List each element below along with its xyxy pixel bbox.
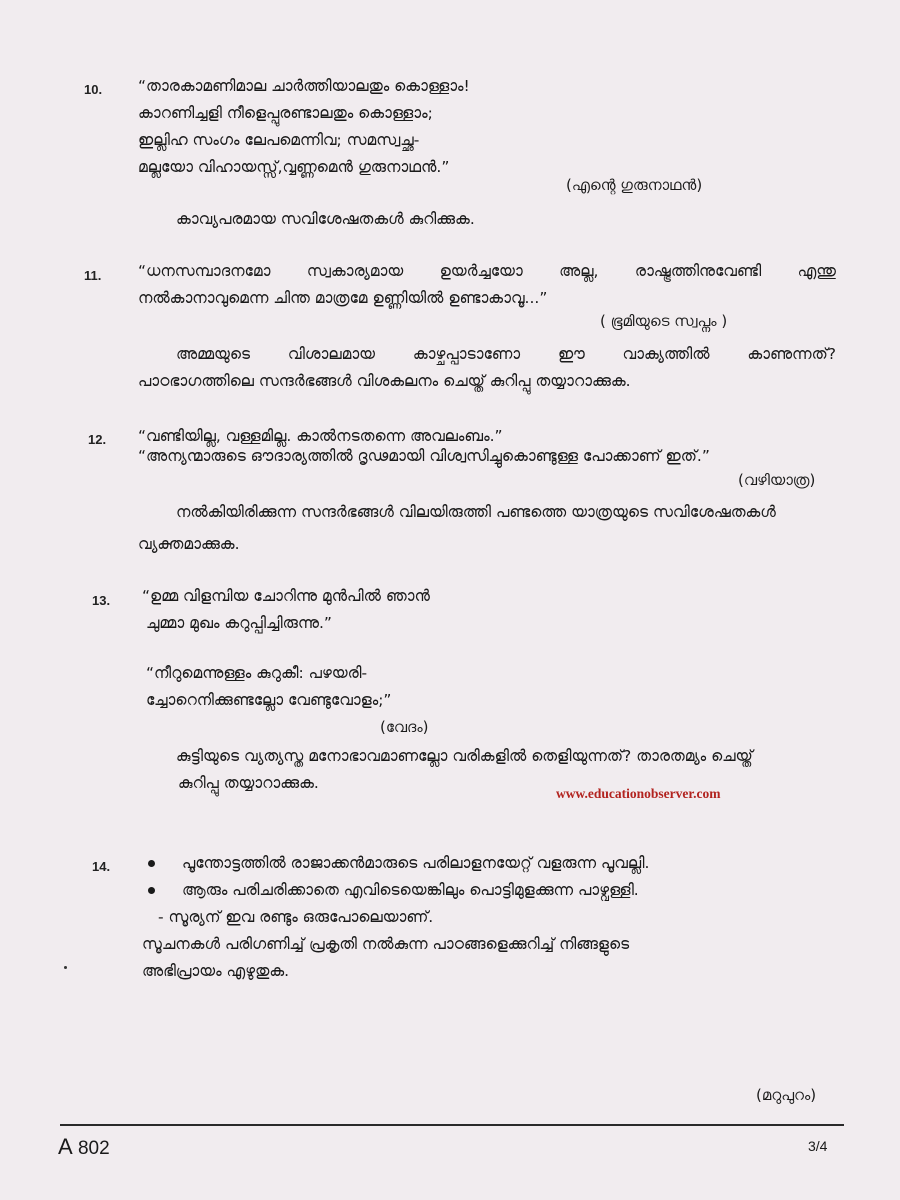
- question-task: അഭിപ്രായം എഴുതുക.: [142, 962, 290, 980]
- poem-line: മല്ലയോ വിഹായസ്സ്,വ്വണ്ണമെൻ ഗുരുനാഥൻ.”: [138, 158, 450, 176]
- poem-line: “താരകാമണിമാല ചാർത്തിയാലതും കൊള്ളാം!: [138, 77, 470, 95]
- question-number: 10.: [84, 82, 103, 97]
- question-task: കുട്ടിയുടെ വ്യത്യസ്ത മനോഭാവമാണല്ലോ വരികളിൽ തെളിയുന്നത്? താരതമ്യം ചെയ്ത്: [176, 747, 753, 765]
- question-task: കുറിപ്പു തയ്യാറാക്കുക.: [178, 774, 319, 792]
- poem-line: ചുമ്മാ മുഖം കറുപ്പിച്ചിരുന്നു.”: [146, 614, 332, 632]
- bullet-item: പൂന്തോട്ടത്തിൽ രാജാക്കൻമാരുടെ പരിലാളനയേറ്റ് വളരുന്ന പൂവല്ലി.: [182, 854, 650, 872]
- question-task: അമ്മയുടെ വിശാലമായ കാഴ്ചപ്പാടാണോ ഈ വാക്യത്തിൽ കാണുന്നത്?: [176, 345, 836, 363]
- bullet-item: ആരും പരിചരിക്കാതെ എവിടെയെങ്കിലും പൊട്ടിമുളക്കുന്ന പാഴ്വള്ളി.: [182, 881, 639, 899]
- question-number: 13.: [92, 593, 111, 608]
- paper-code: [58, 1134, 110, 1160]
- quote-line: “അന്യന്മാരുടെ ഔദാര്യത്തിൽ ദൃഢമായി വിശ്വസിച്ചുകൊണ്ടുള്ള പോക്കാണ് ഇത്.”: [138, 447, 710, 465]
- paper-code-letter: A: [58, 1134, 73, 1159]
- question-task: സൂചനകൾ പരിഗണിച്ച് പ്രകൃതി നൽകുന്ന പാഠങ്ങളെക്കുറിച്ച് നിങ്ങളുടെ: [142, 935, 630, 953]
- question-number: 12.: [88, 432, 107, 447]
- question-task: നൽകിയിരിക്കുന്ന സന്ദർഭങ്ങൾ വിലയിരുത്തി പണ്ടത്തെ യാത്രയുടെ സവിശേഷതകൾ: [176, 503, 776, 521]
- question-task: പാഠഭാഗത്തിലെ സന്ദർഭങ്ങൾ വിശകലനം ചെയ്ത് കുറിപ്പു തയ്യാറാക്കുക.: [138, 372, 631, 390]
- dash-note: - സൂര്യന് ഇവ രണ്ടും ഒരുപോലെയാണ്.: [158, 908, 434, 926]
- bullet-icon: [148, 887, 155, 894]
- turn-over-note: (മറുപുറം): [756, 1086, 817, 1104]
- question-number: 11.: [84, 268, 102, 283]
- quote-line: “വണ്ടിയില്ല, വള്ളമില്ല. കാൽനടതന്നെ അവലംബം.”: [138, 427, 503, 445]
- source-citation: (എന്റെ ഗുരുനാഥൻ): [566, 176, 703, 194]
- source-citation: (വേദം): [380, 718, 429, 736]
- watermark-url: www.educationobserver.com: [556, 786, 721, 801]
- scan-speck: [64, 966, 67, 969]
- poem-line: “ഉമ്മ വിളമ്പിയ ചോറിന്നു മുൻപിൽ ഞാൻ: [142, 587, 430, 605]
- poem-line: ച്ചോറെനിക്കുണ്ടല്ലോ വേണ്ടുവോളം;”: [146, 691, 392, 709]
- source-citation: (വഴിയാത്ര): [738, 471, 816, 489]
- question-number: 14.: [92, 859, 111, 874]
- question-task: വ്യക്തമാക്കുക.: [138, 535, 240, 553]
- source-citation: ( ഭൂമിയുടെ സ്വപ്നം ): [600, 312, 728, 330]
- question-task: കാവ്യപരമായ സവിശേഷതകൾ കുറിക്കുക.: [176, 210, 475, 228]
- poem-line: കാറണിച്ചളി നീളെപ്പുരണ്ടാലതും കൊള്ളാം;: [138, 104, 433, 122]
- bullet-icon: [148, 860, 155, 867]
- quote-line: “ധനസമ്പാദനമോ സ്വകാര്യമായ ഉയർച്ചയോ അല്ല, രാഷ്ട്രത്തിനുവേണ്ടി എന്തു: [138, 262, 836, 280]
- paper-code-number: 802: [77, 1138, 110, 1159]
- quote-line: നൽകാനാവുമെന്ന ചിന്ത മാത്രമേ ഉണ്ണിയിൽ ഉണ്ടാകാവൂ...”: [138, 289, 548, 307]
- poem-line: “നീറുമെന്നുള്ളം കുറുകീ: പഴയരി-: [146, 664, 368, 682]
- page-number: 3/4: [808, 1138, 828, 1154]
- footer-divider: [60, 1124, 844, 1126]
- poem-line: ഇല്ലിഹ സംഗം ലേപമെന്നിവ; സമസ്വച്ഛ-: [138, 131, 420, 149]
